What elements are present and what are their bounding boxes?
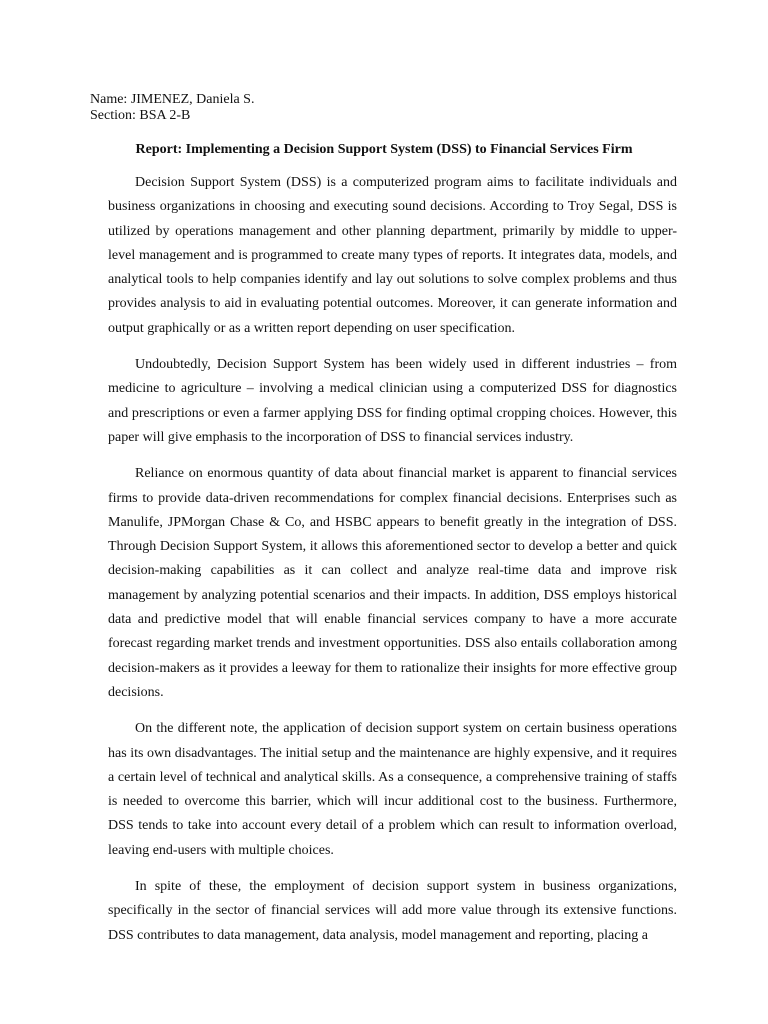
paragraph-industries: Undoubtedly, Decision Support System has been widely used in different industries – from medicine to agriculture – involving a medical clinician using a computerized DSS for diagnostics and prescriptions or even a farmer applying DSS for finding optimal cropping choices. However, this paper will give emphasis to the incorporation of DSS to financial services industry.: [108, 357, 677, 445]
report-body: [108, 171, 677, 960]
paragraph-financial-benefits: Reliance on enormous quantity of data about financial market is apparent to financial services firms to provide data-driven recommendations for complex financial decisions. Enterprises such as Manulife, JPMorgan Chase & Co, and HSBC appears to benefit greatly in the integration of DSS. Through Decision Support System, it allows this aforementioned sector to develop a better and quick decision-making capabilities as it can collect and analyze real-time data and improve risk management by analyzing potential scenarios and their impacts. In addition, DSS employs historical data and predictive model that will enable financial services company to have a more accurate forecast regarding market trends and investment opportunities. DSS also entails collaboration among decision-makers as it provides a leeway for them to rationalize their insights for more effective group decisions.: [108, 466, 677, 700]
paragraph-disadvantages: On the different note, the application of decision support system on certain business operations has its own disadvantages. The initial setup and the maintenance are highly expensive, and it requires a certain level of technical and analytical skills. As a consequence, a comprehensive training of staffs is needed to overcome this barrier, which will incur additional cost to the business. Furthermore, DSS tends to take into account every detail of a problem which can result to information overload, leaving end-users with multiple choices.: [108, 721, 677, 858]
paragraph-conclusion: In spite of these, the employment of decision support system in business organizations, specifically in the sector of financial services will add more value through its extensive functions. DSS contributes to data management, data analysis, model management and reporting, placing a: [108, 879, 677, 943]
student-info: [90, 92, 254, 124]
paragraph-dss-definition: Decision Support System (DSS) is a computerized program aims to facilitate individuals and business organizations in choosing and executing sound decisions. According to Troy Segal, DSS is utilized by operations management and other planning department, primarily by middle to upper-level management and is programmed to create many types of reports. It integrates data, models, and analytical tools to help companies identify and lay out solutions to solve complex problems and thus provides analysis to aid in evaluating potential outcomes. Moreover, it can generate information and output graphically or as a written report depending on user specification.: [108, 175, 677, 336]
student-name: Name: JIMENEZ, Daniela S.: [90, 92, 255, 107]
student-section: Section: BSA 2-B: [90, 108, 191, 123]
report-title: Report: Implementing a Decision Support System (DSS) to Financial Services Firm: [135, 142, 633, 157]
